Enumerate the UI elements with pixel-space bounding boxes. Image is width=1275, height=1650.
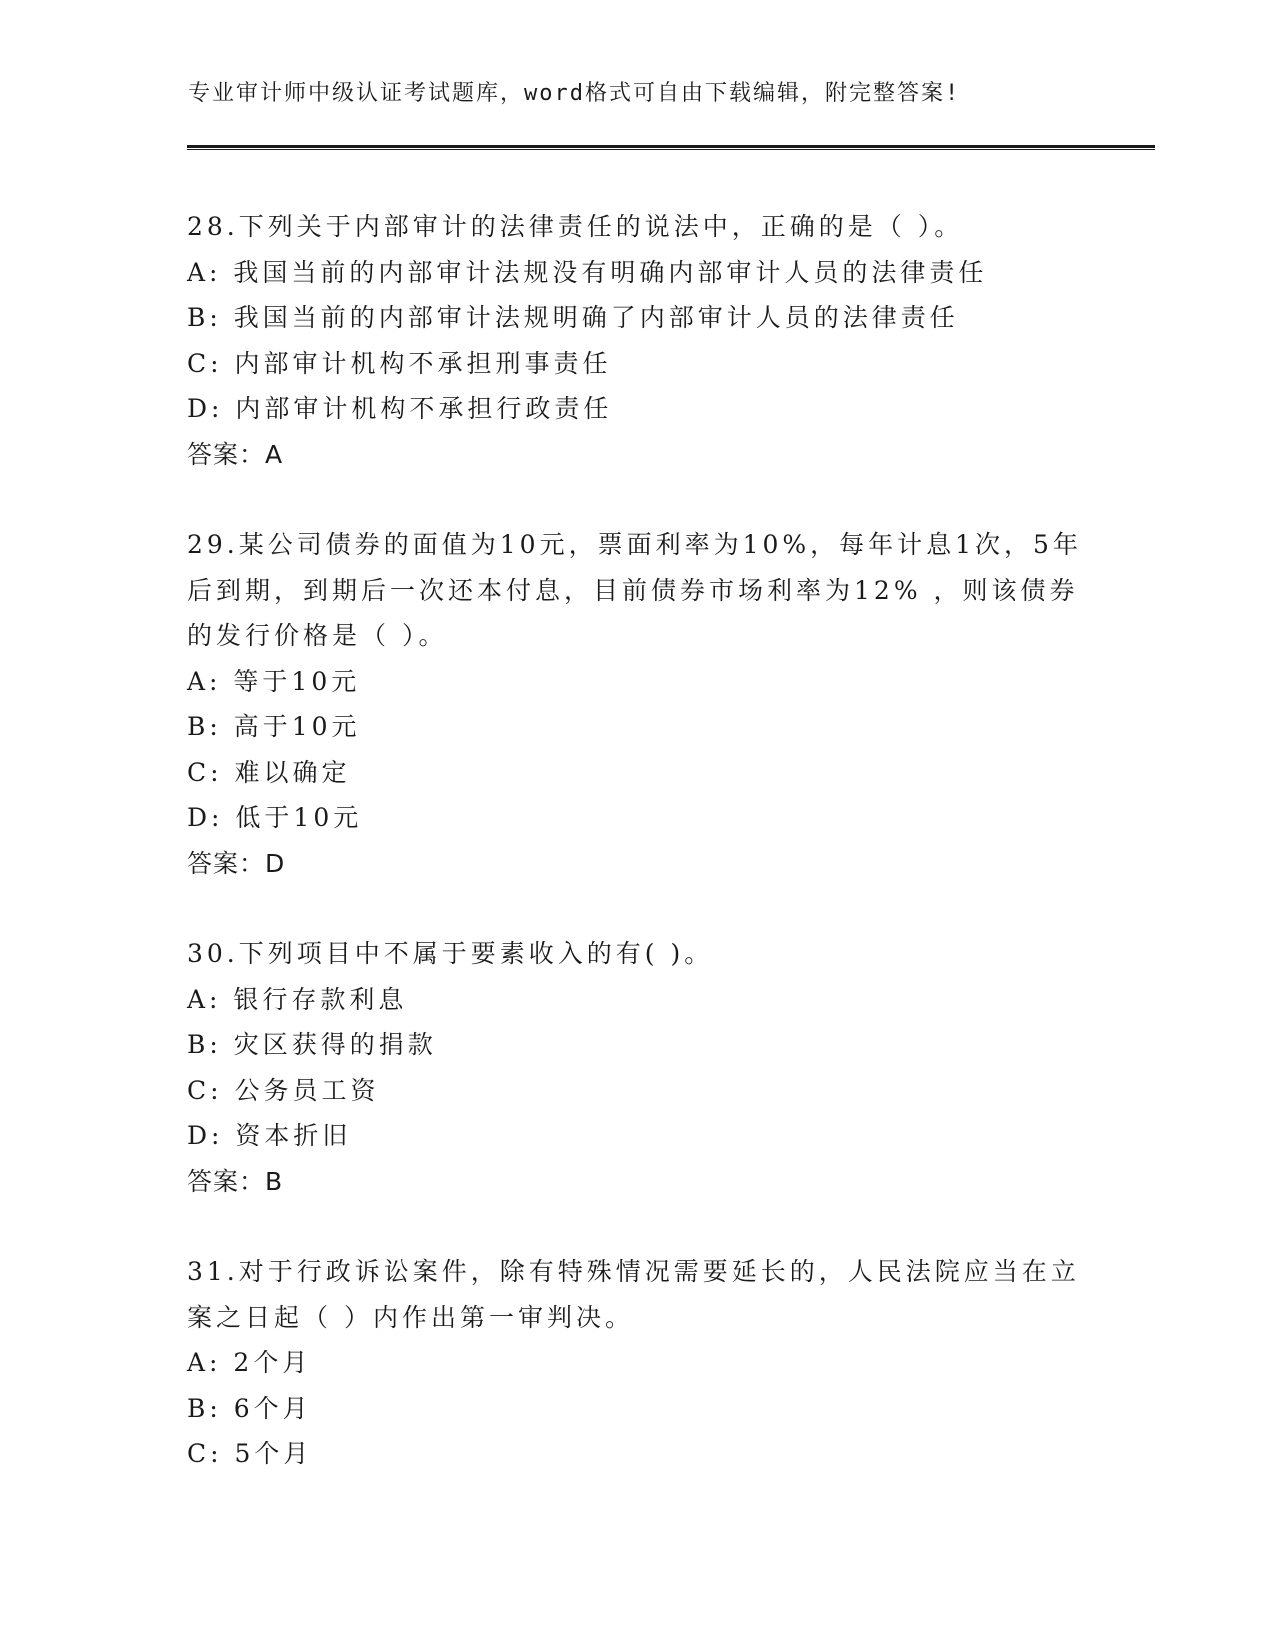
option-c: C: 公务员工资: [187, 1075, 380, 1105]
header-divider: [187, 145, 1155, 150]
option-c: C: 5个月: [187, 1439, 313, 1468]
answer-line: 答案：A: [187, 439, 284, 469]
question-stem: 案之日起（ ）内作出第一审判决。: [187, 1302, 634, 1332]
option-d: D: 低于10元: [187, 803, 363, 832]
option-d: D: 内部审计机构不承担行政责任: [187, 394, 613, 423]
question-stem: 后到期，到期后一次还本付息，目前债券市场利率为12% ，则该债券: [187, 575, 1079, 605]
question-30: [187, 931, 1087, 1204]
option-b: B: 6个月: [187, 1393, 312, 1423]
option-d: D: 资本折旧: [187, 1121, 352, 1150]
question-stem: 的发行价格是（ ）。: [187, 621, 448, 650]
question-stem: 31.对于行政诉讼案件，除有特殊情况需要延长的，人民法院应当在立: [187, 1257, 1080, 1286]
question-list: [187, 204, 1087, 1522]
question-28: [187, 204, 1087, 477]
option-c: C: 内部审计机构不承担刑事责任: [187, 348, 612, 378]
option-b: B: 灾区获得的捐款: [187, 1030, 437, 1059]
option-b: B: 我国当前的内部审计法规明确了内部审计人员的法律责任: [187, 303, 959, 332]
answer-line: 答案：D: [187, 848, 286, 878]
question-stem: 28.下列关于内部审计的法律责任的说法中，正确的是（ ）。: [187, 212, 964, 241]
option-b: B: 高于10元: [187, 712, 361, 741]
option-a: A: 2个月: [187, 1348, 312, 1377]
question-stem: 29.某公司债券的面值为10元，票面利率为10%，每年计息1次，5年: [187, 530, 1082, 559]
option-a: A: 我国当前的内部审计法规没有明确内部审计人员的法律责任: [187, 257, 988, 287]
option-a: A: 等于10元: [187, 666, 361, 696]
option-a: A: 银行存款利息: [187, 984, 408, 1014]
answer-line: 答案：B: [187, 1166, 284, 1196]
option-c: C: 难以确定: [187, 757, 351, 787]
page-header: 专业审计师中级认证考试题库，word格式可自由下载编辑，附完整答案!: [188, 81, 961, 106]
question-stem: 30.下列项目中不属于要素收入的有( )。: [187, 939, 714, 968]
question-31: [187, 1249, 1087, 1477]
question-29: [187, 522, 1087, 886]
